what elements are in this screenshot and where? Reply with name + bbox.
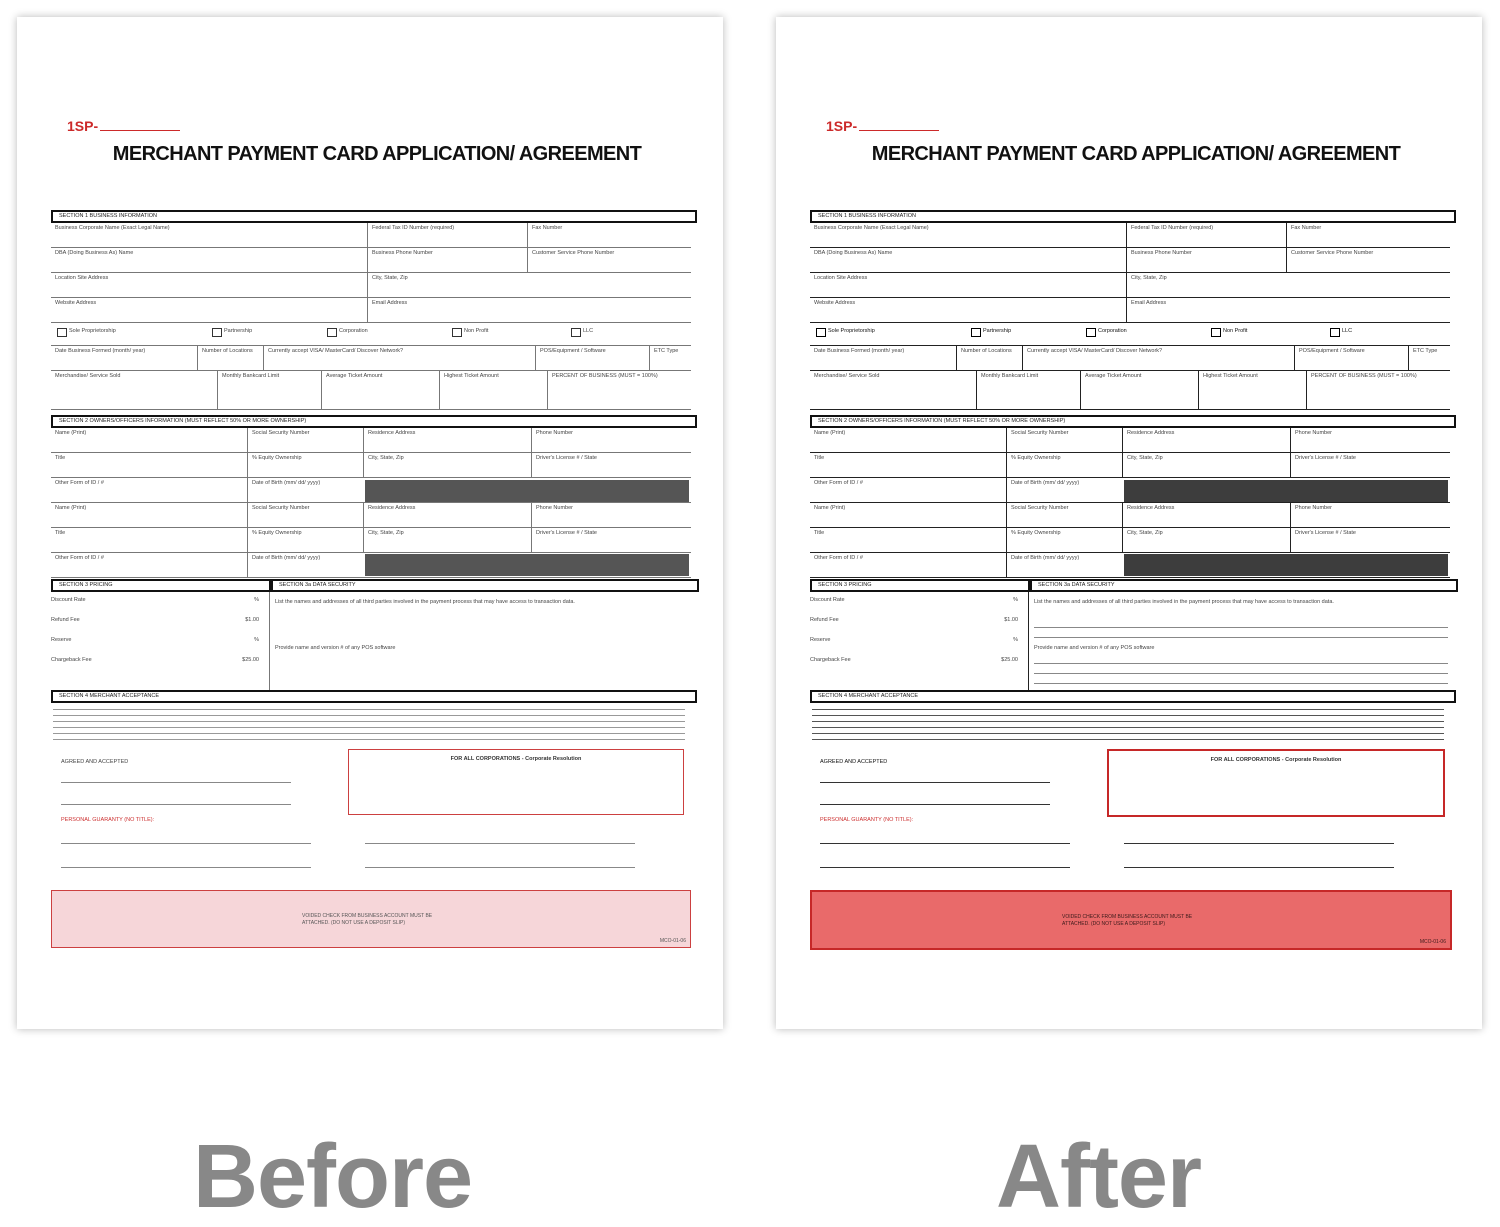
section-1-bar: SECTION 1 BUSINESS INFORMATION [51,210,697,223]
caption-before: Before [193,1127,473,1227]
pricing-list: Discount Rate % Refund Fee $1.00 Reserve % Chargeback Fee $25.00 [51,597,259,663]
form-title: MERCHANT PAYMENT CARD APPLICATION/ AGREEMENT [112,143,642,165]
data-security-text: List the names and addresses of all third parties involved in the payment process that may have access to transaction data. [275,599,575,605]
entity-type-checkboxes: Sole Proprietorship Partnership Corporation Non Profit LLC [57,328,677,340]
section-4-bar: SECTION 4 MERCHANT ACCEPTANCE [810,690,1456,703]
business-grid: Business Corporate Name (Exact Legal Name) Federal Tax ID Number (required) Fax Number DBA (Doing Business As) Name Business Phone Number Customer Service Phone Number Location Site Address City, State, Zip Website Address Email Address [810,223,1450,323]
guaranty-label: PERSONAL GUARANTY (NO TITLE): [61,817,155,823]
corporate-resolution-box: FOR ALL CORPORATIONS - Corporate Resolution [348,749,684,815]
section-2-bar: SECTION 2 OWNERS/OFFICERS INFORMATION (MUST REFLECT 50% OR MORE OWNERSHIP) [810,415,1456,428]
section-2-bar: SECTION 2 OWNERS/OFFICERS INFORMATION (MUST REFLECT 50% OR MORE OWNERSHIP) [51,415,697,428]
business-grid-2: Date Business Formed (month/ year) Number of Locations Currently accept VISA/ MasterCard/ Discover Network? POS/Equipment / Software ETC Type Merchandise/ Service Sold Monthly Bankcard Limit Average Ticket Amount Highest Ticket Amount PERCENT OF BUSINESS (MUST = 100%) [810,345,1450,410]
form-title: MERCHANT PAYMENT CARD APPLICATION/ AGREEMENT [871,143,1401,165]
voided-check-box: VOIDED CHECK FROM BUSINESS ACCOUNT MUST BE ATTACHED. (DO NOT USE A DEPOSIT SLIP) MCO-01-06 [51,890,691,948]
guaranty-label: PERSONAL GUARANTY (NO TITLE): [820,817,914,823]
business-grid-2: Date Business Formed (month/ year) Number of Locations Currently accept VISA/ MasterCard/ Discover Network? POS/Equipment / Software ETC Type Merchandise/ Service Sold Monthly Bankcard Limit Average Ticket Amount Highest Ticket Amount PERCENT OF BUSINESS (MUST = 100%) [51,345,691,410]
owners-grid: Name (Print) Social Security Number Residence Address Phone Number Title % Equity Ownership City, State, Zip Driver's License # / State Other Form of ID / # Date of Birth (mm/ dd/ yyyy) Name (Print) Social Security Number Residence Address Phone Number Title % Equity Ownership City, State, Zip Driver's License # / State Other Form of ID / # Date of Birth (mm/ dd/ yyyy) [51,428,691,578]
section-1-bar: SECTION 1 BUSINESS INFORMATION [810,210,1456,223]
shaded-block [1124,480,1448,502]
caption-after: After [996,1127,1202,1227]
pricing-list: Discount Rate % Refund Fee $1.00 Reserve % Chargeback Fee $25.00 [810,597,1018,663]
pos-software-text: Provide name and version # of any POS software [275,645,396,651]
shaded-block [365,554,689,576]
data-security-text: List the names and addresses of all third parties involved in the payment process that may have access to transaction data. [1034,599,1334,605]
shaded-block [365,480,689,502]
section-3-bar: SECTION 3 PRICING [810,579,1030,592]
pos-software-text: Provide name and version # of any POS software [1034,645,1155,651]
section-3a-bar: SECTION 3a DATA SECURITY [1030,579,1458,592]
shaded-block [1124,554,1448,576]
section-3a-bar: SECTION 3a DATA SECURITY [271,579,699,592]
entity-type-checkboxes: Sole Proprietorship Partnership Corporation Non Profit LLC [816,328,1436,340]
ref-number: 1SP- [826,118,939,134]
agreed-label: AGREED AND ACCEPTED [820,759,888,765]
section-3-bar: SECTION 3 PRICING [51,579,271,592]
corporate-resolution-box: FOR ALL CORPORATIONS - Corporate Resolution [1107,749,1445,817]
header-meta [51,182,691,206]
voided-check-box: VOIDED CHECK FROM BUSINESS ACCOUNT MUST BE ATTACHED. (DO NOT USE A DEPOSIT SLIP) MCO-01-06 [810,890,1452,950]
ref-number: 1SP- [67,118,180,134]
agreed-label: AGREED AND ACCEPTED [61,759,129,765]
owners-grid: Name (Print) Social Security Number Residence Address Phone Number Title % Equity Ownership City, State, Zip Driver's License # / State Other Form of ID / # Date of Birth (mm/ dd/ yyyy) Name (Print) Social Security Number Residence Address Phone Number Title % Equity Ownership City, State, Zip Driver's License # / State Other Form of ID / # Date of Birth (mm/ dd/ yyyy) [810,428,1450,578]
form-page-before [17,17,723,1029]
form-page-after [776,17,1482,1029]
section-4-bar: SECTION 4 MERCHANT ACCEPTANCE [51,690,697,703]
business-grid: Business Corporate Name (Exact Legal Name) Federal Tax ID Number (required) Fax Number DBA (Doing Business As) Name Business Phone Number Customer Service Phone Number Location Site Address City, State, Zip Website Address Email Address [51,223,691,323]
